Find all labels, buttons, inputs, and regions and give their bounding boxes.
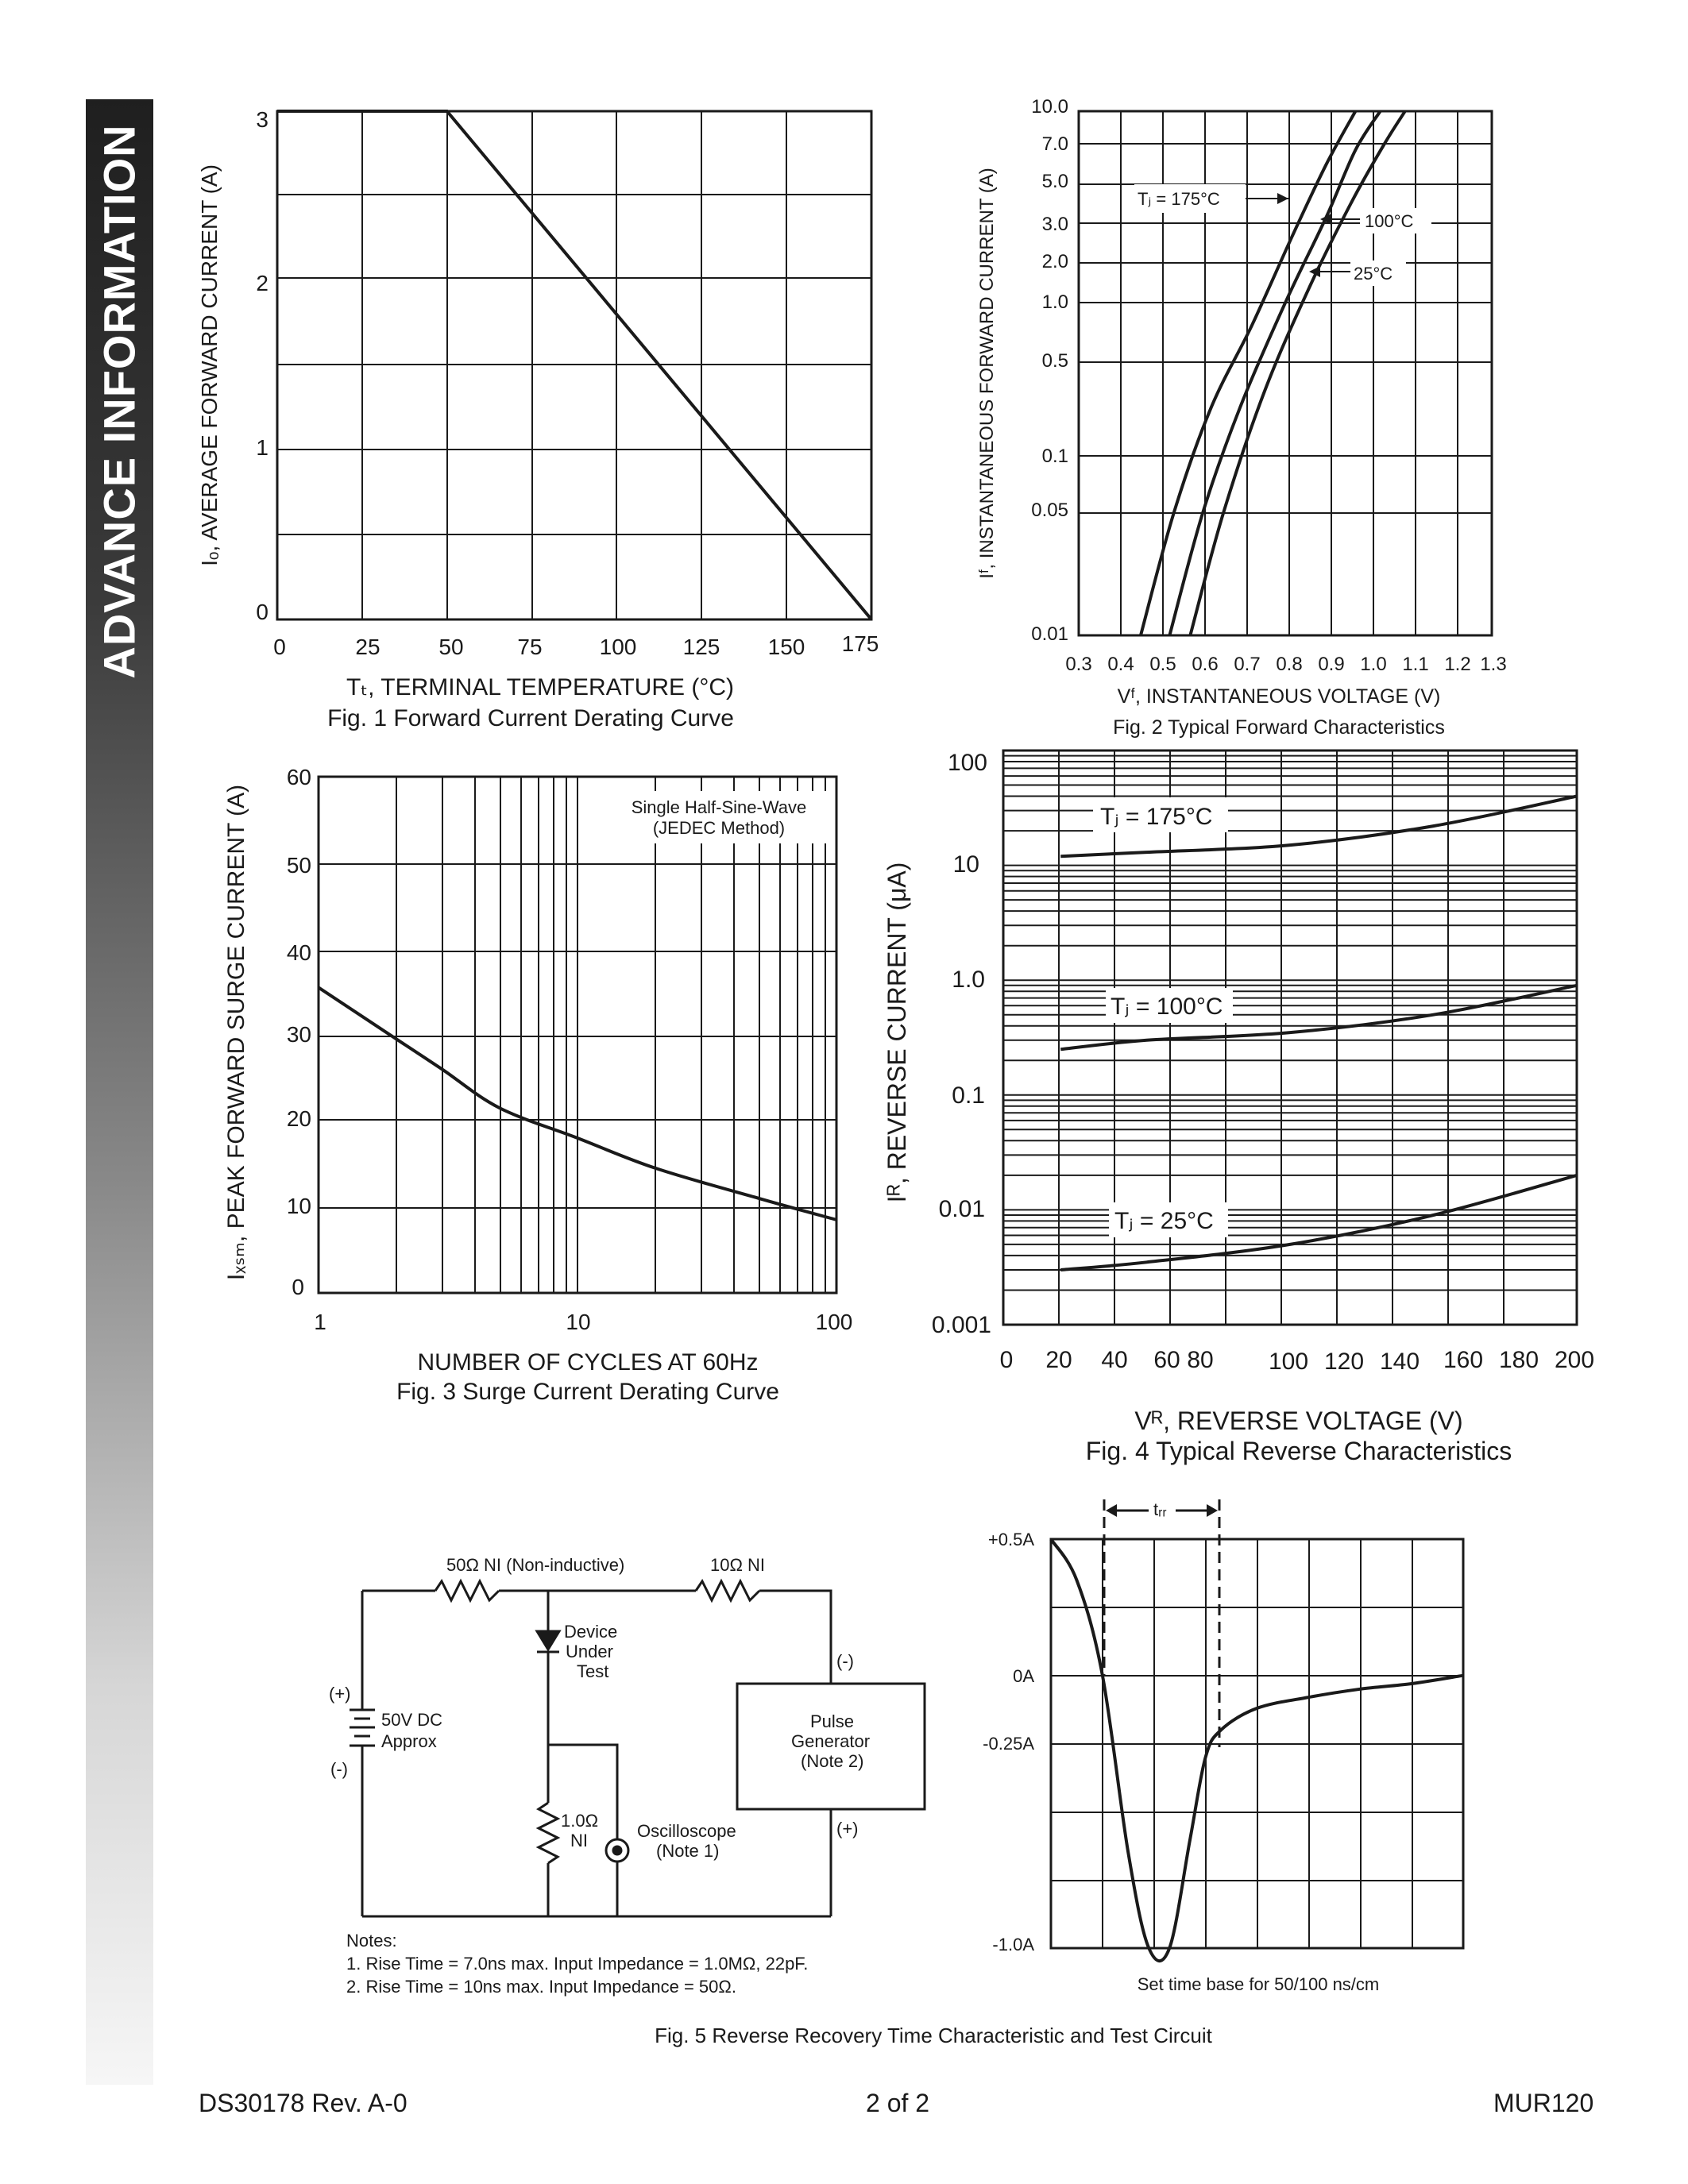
fig3-caption: Fig. 3 Surge Current Derating Curve	[396, 1379, 779, 1405]
label-r1: 50Ω NI (Non-inductive)	[446, 1555, 625, 1575]
side-banner-text: ADVANCE INFORMATION	[95, 123, 145, 679]
fig3-xtick: 10	[566, 1310, 591, 1334]
fig4-ylabel: Iᴿ, REVERSE CURRENT (μA)	[883, 862, 911, 1203]
fig1-xtick: 125	[682, 635, 720, 659]
fig4-xtick: 120	[1323, 1349, 1365, 1375]
fig2-ytick: 2.0	[1041, 251, 1068, 272]
notes-title: Notes:	[346, 1931, 397, 1951]
fig4-xtick: 160	[1443, 1347, 1484, 1373]
fig2-chart	[976, 96, 1507, 739]
label-plus-left: (+)	[329, 1684, 351, 1704]
resistor-1ohm	[539, 1803, 558, 1863]
footer-doc-id: DS30178 Rev. A-0	[199, 2089, 408, 2117]
fig2-xtick: 0.7	[1234, 654, 1261, 675]
fig2-ytick: 5.0	[1041, 171, 1068, 192]
fig2-xtick: 0.8	[1276, 654, 1303, 675]
fig3-y-ticks	[287, 765, 311, 1299]
fig1-caption: Fig. 1 Forward Current Derating Curve	[327, 705, 734, 731]
fig4-ytick: 0.001	[931, 1312, 991, 1338]
fig5-ytick: -0.25A	[983, 1734, 1034, 1754]
fig2-ytick: 0.05	[1031, 500, 1068, 521]
fig1-chart	[197, 107, 879, 731]
fig4-ytick: 1.0	[952, 967, 985, 993]
label-pulse-1: Pulse	[810, 1711, 855, 1731]
fig2-xtick: 1.2	[1444, 654, 1471, 675]
fig2-ytick: 10.0	[1031, 96, 1068, 118]
footer-page: 2 of 2	[866, 2089, 930, 2117]
fig4-xtick: 100	[1268, 1349, 1309, 1375]
fig4-annotation-100c: Tⱼ = 100°C	[1111, 994, 1223, 1020]
trr-label: tᵣᵣ	[1153, 1499, 1167, 1519]
fig3-xtick: 100	[815, 1310, 853, 1334]
fig1-ytick: 2	[256, 271, 268, 295]
fig1-x-ticks	[273, 631, 879, 659]
fig5-ytick: +0.5A	[987, 1530, 1034, 1549]
fig4-chart	[883, 750, 1594, 1465]
fig4-x-ticks	[1000, 1347, 1594, 1375]
label-minus-right: (-)	[836, 1651, 854, 1671]
label-plus-right: (+)	[836, 1819, 859, 1839]
fig5-y-ticks	[983, 1530, 1034, 1954]
fig2-ytick: 0.01	[1031, 623, 1068, 645]
label-r2: 10Ω NI	[710, 1555, 766, 1575]
fig2-xtick: 0.9	[1318, 654, 1345, 675]
fig5-caption: Fig. 5 Reverse Recovery Time Characteristic and Test Circuit	[655, 2024, 1212, 2047]
fig1-grid	[277, 111, 871, 619]
fig4-xtick: 180	[1498, 1347, 1539, 1373]
label-r3-2: NI	[570, 1831, 588, 1850]
fig3-note	[632, 797, 807, 838]
fig2-ytick: 0.1	[1041, 446, 1068, 467]
fig3-ytick: 60	[286, 765, 311, 789]
label-scope-2: (Note 1)	[656, 1841, 720, 1861]
fig3-grid	[319, 777, 836, 1293]
fig4-xtick: 140	[1379, 1349, 1420, 1375]
trr-markers	[1104, 1499, 1219, 1747]
fig1-ylabel: Iₒ, AVERAGE FORWARD CURRENT (A)	[197, 164, 222, 566]
fig3-ytick: 30	[286, 1022, 311, 1047]
resistor-10ohm	[696, 1581, 759, 1600]
fig3-ytick: 20	[286, 1106, 311, 1131]
fig5-note: Set time base for 50/100 ns/cm	[1137, 1974, 1380, 1994]
fig1-xtick: 0	[273, 635, 286, 659]
fig4-xlabel: Vᴿ, REVERSE VOLTAGE (V)	[1134, 1406, 1463, 1435]
fig4-xtick: 20	[1045, 1347, 1072, 1373]
fig2-xtick: 0.5	[1149, 654, 1176, 675]
label-minus-left: (-)	[330, 1759, 348, 1779]
fig4-xtick: 200	[1554, 1347, 1595, 1373]
fig1-ytick: 1	[256, 435, 268, 460]
fig3-note-line: Single Half-Sine-Wave	[631, 797, 807, 817]
fig4-ytick: 0.01	[938, 1196, 985, 1222]
fig2-annotation-100c: 100°C	[1365, 211, 1414, 231]
fig2-y-ticks	[1031, 96, 1068, 645]
label-dut-2: Under	[566, 1642, 613, 1661]
fig3-xlabel: NUMBER OF CYCLES AT 60Hz	[417, 1349, 759, 1376]
fig3-x-ticks	[314, 1310, 852, 1334]
label-scope-1: Oscilloscope	[637, 1821, 736, 1841]
fig2-annotations	[1134, 184, 1431, 286]
fig2-ylabel: Iᶠ, INSTANTANEOUS FORWARD CURRENT (A)	[976, 168, 998, 579]
fig4-annotation-175c: Tⱼ = 175°C	[1100, 804, 1213, 830]
fig2-xtick: 1.3	[1480, 654, 1507, 675]
fig2-ytick: 7.0	[1041, 133, 1068, 155]
fig1-xtick: 175	[841, 631, 879, 656]
fig3-ytick: 50	[286, 853, 311, 878]
fig5-ytick: 0A	[1013, 1666, 1034, 1686]
fig2-ytick: 0.5	[1041, 350, 1068, 372]
resistor-50ohm	[435, 1581, 499, 1600]
fig4-grid	[1003, 751, 1577, 1325]
dut-diode-symbol	[537, 1631, 559, 1650]
fig1-xtick: 75	[517, 635, 543, 659]
fig4-xtick: 0	[999, 1347, 1014, 1373]
label-pulse-3: (Note 2)	[801, 1751, 864, 1771]
fig2-xlabel: Vᶠ, INSTANTANEOUS VOLTAGE (V)	[1117, 685, 1441, 708]
fig1-ytick: 3	[256, 107, 268, 132]
label-battery-1: 50V DC	[381, 1710, 443, 1730]
note-2: 2. Rise Time = 10ns max. Input Impedance = 50Ω.	[346, 1977, 736, 1997]
label-dut-1: Device	[564, 1622, 618, 1642]
fig2-annotation-175c: Tⱼ = 175°C	[1138, 189, 1220, 209]
fig2-xtick: 0.6	[1192, 654, 1219, 675]
fig3-ytick: 10	[286, 1194, 311, 1218]
fig5-circuit-labels	[329, 1555, 870, 1997]
fig4-ytick: 100	[947, 750, 987, 776]
fig4-xtick: 80	[1187, 1347, 1214, 1373]
fig1-y-ticks	[256, 107, 268, 624]
fig2-ytick: 1.0	[1041, 291, 1068, 313]
fig1-xtick: 25	[355, 635, 380, 659]
fig2-caption: Fig. 2 Typical Forward Characteristics	[1113, 716, 1445, 739]
label-r3-1: 1.0Ω	[561, 1811, 599, 1831]
fig2-xtick: 0.4	[1107, 654, 1134, 675]
fig4-annotation-25c: Tⱼ = 25°C	[1114, 1208, 1214, 1234]
fig1-xtick: 50	[438, 635, 464, 659]
fig4-ytick: 0.1	[952, 1082, 985, 1109]
fig2-x-ticks	[1065, 654, 1506, 675]
footer-part: MUR120	[1493, 2089, 1594, 2117]
fig3-ytick: 40	[286, 940, 311, 965]
fig2-xtick: 1.0	[1360, 654, 1387, 675]
fig3-ylabel: Iₓₛₘ, PEAK FORWARD SURGE CURRENT (A)	[223, 784, 249, 1281]
fig4-xtick: 60	[1153, 1347, 1180, 1373]
fig2-xtick: 0.3	[1065, 654, 1092, 675]
fig5-ytick: -1.0A	[992, 1935, 1034, 1954]
label-battery-2: Approx	[381, 1731, 437, 1751]
fig3-ytick: 0	[292, 1275, 304, 1299]
fig4-y-ticks	[932, 750, 991, 1338]
fig1-xtick: 150	[767, 635, 805, 659]
fig2-ytick: 3.0	[1041, 214, 1068, 235]
fig4-ytick: 10	[952, 851, 979, 878]
fig3-note-line: (JEDEC Method)	[652, 818, 786, 838]
fig1-xlabel: Tₜ, TERMINAL TEMPERATURE (°C)	[346, 674, 735, 700]
label-pulse-2: Generator	[791, 1731, 871, 1751]
fig3-xtick: 1	[314, 1310, 326, 1334]
fig4-xtick: 40	[1101, 1347, 1128, 1373]
fig2-annotation-25c: 25°C	[1354, 264, 1393, 284]
fig1-xtick: 100	[599, 635, 637, 659]
note-1: 1. Rise Time = 7.0ns max. Input Impedance = 1.0MΩ, 22pF.	[346, 1954, 809, 1974]
label-dut-3: Test	[577, 1661, 609, 1681]
fig3-chart	[223, 765, 852, 1405]
fig2-xtick: 1.1	[1402, 654, 1429, 675]
fig1-ytick: 0	[256, 600, 268, 624]
fig4-caption: Fig. 4 Typical Reverse Characteristics	[1085, 1437, 1512, 1465]
